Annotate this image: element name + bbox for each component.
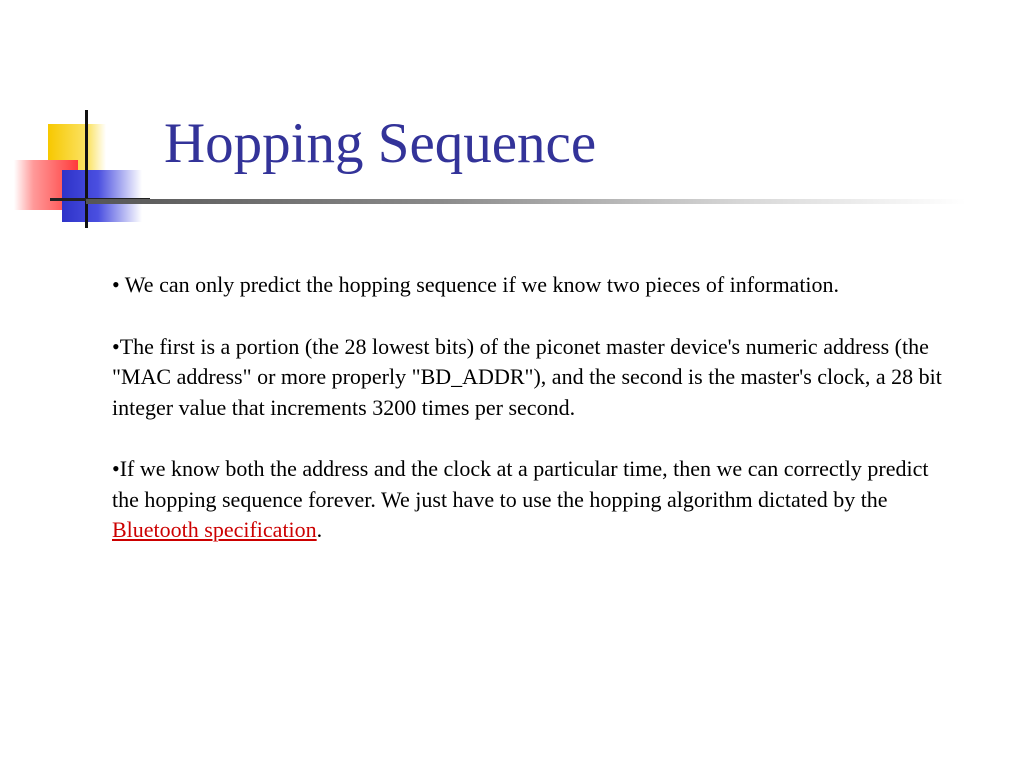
bullet-paragraph-3-end: . (316, 517, 323, 542)
bullet-paragraph-2: •The first is a portion (the 28 lowest bits) of the piconet master device's numeric address (the "MAC address" or more properly "BD_ADDR"), and the second is the master's clock, a 28 bit integer value that increments 3200 times per second. (112, 333, 942, 420)
logo-blue-square (62, 170, 142, 222)
bluetooth-specification-link[interactable]: Bluetooth specification (112, 517, 317, 542)
logo-vertical-line (85, 110, 88, 228)
bullet-paragraph-3-text: •If we know both the address and the clock at a particular time, then we can correctly predict the hopping sequence forever. We just have to use the hopping algorithm dictated by the (112, 456, 929, 512)
slide-title: Hopping Sequence (164, 112, 597, 175)
bullet-paragraph-3 (112, 454, 942, 546)
bullet-paragraph-1: • We can only predict the hopping sequence if we know two pieces of information. (112, 272, 840, 297)
slide-body (112, 270, 942, 577)
title-underline (86, 199, 966, 204)
